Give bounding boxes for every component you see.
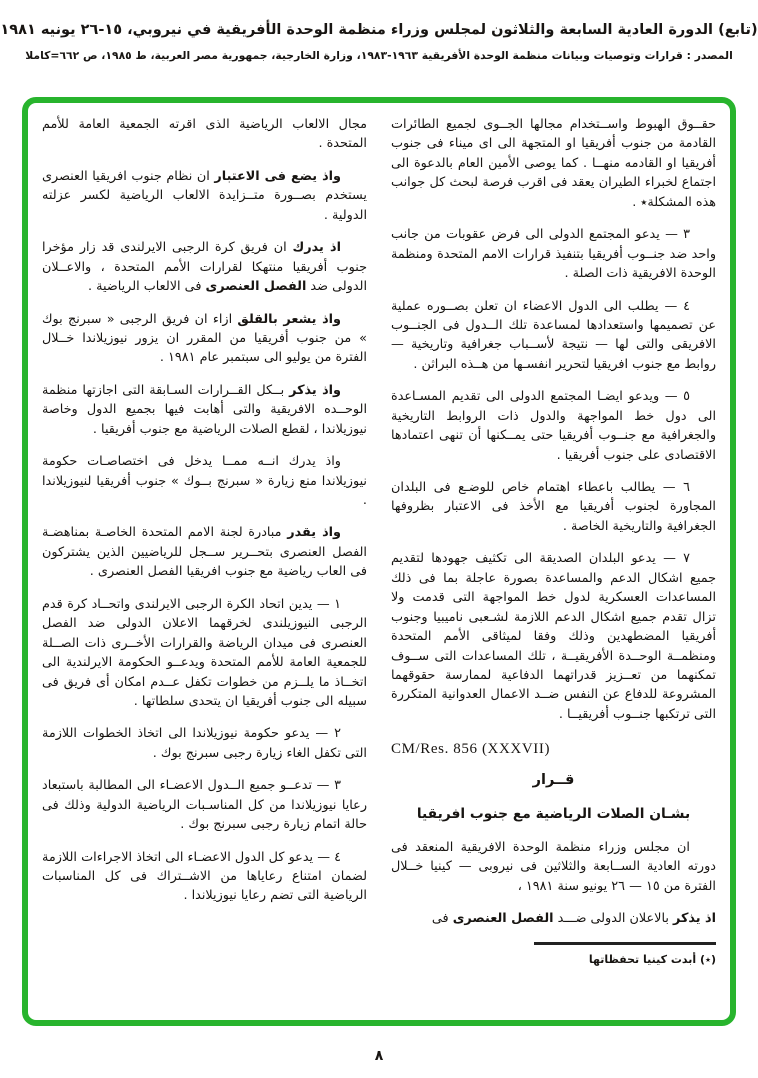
paragraph: واذ يذكر بــكل القــرارات السـابقة التى اجازتها منظمة الوحــده الافريقية والتى أهابت فيها بجميع الدول وخاصة نيوزيلاندا ، لقطع الصلات الرياضية مع جنوب أفريقيا .	[42, 382, 367, 437]
source-line: المصدر : قرارات وتوصيات وبيانات منظمة الوحدة الأفريقية ١٩٦٣-١٩٨٣، وزارة الخارجية، جمهورية مصر العربية، ط ١٩٨٥، ص ٦٦٢=كاملا	[25, 49, 733, 62]
paragraph: ١ — يدين اتحاد الكرة الرجبى الايرلندى واتحــاد كرة قدم الرجبى النيوزيلندى لخرقهما الاعلان الدولى ضد الفصل العنصرى فى ميدان الرياضة والقرارات الأخــرى ذات الصــلة للجمعية العامة للأمم المتحدة ويدعــو الحكومة الايرلندية الى اتخــاذ ما يلــزم من خطوات تكفل عــدم امكان أى فريق فى سبيله الى جنوب أفريقيا ان يتحدى سلطاتها .	[42, 596, 367, 709]
column-right	[391, 115, 716, 1010]
paragraph: واذ يضع فى الاعتبار ان نظام جنوب افريقيا العنصرى يستخدم بصــورة متــزايدة الالعاب الرياضية لكسر عزلته الدولية .	[42, 168, 367, 223]
paragraph: واذ يقدر مبادرة لجنة الامم المتحدة الخاصـة بمناهضـة الفصل العنصرى بتحــرير ســجل للرياضيين الذين يشتركون فى العاب رياضية مع جنوب افريقيا الفصل العنصرى .	[42, 525, 367, 580]
paragraph: ٢ — يدعو حكومة نيوزيلاندا الى اتخاذ الخطوات اللازمة التى تكفل الغاء زيارة رجبى سبرنج بوك .	[42, 726, 367, 761]
green-highlight-frame	[22, 97, 736, 1026]
resolution-subheading: بشـان الصلات الرياضية مع جنوب افريقيا	[416, 806, 691, 823]
paragraph: ان مجلس وزراء منظمة الوحدة الافريقية المنعقد فى دورته العادية الســابعة والثلاثين فى نيروبى — كينيا خــلال الفترة من ١٥ — ٢٦ يونيو سنة ١٩٨١ ،	[391, 840, 716, 894]
paragraph: ٣ — يدعو المجتمع الدولى الى فرض عقوبات من جانب واحد ضد جنــوب أفريقيا بتنفيذ قرارات الامم المتحدة ومنظمة الوحدة الافريقية ذات الصلة .	[391, 227, 716, 282]
paragraph: واذ يدرك انــه ممــا يدخل فى اختصاصـات حكومة نيوزيلاندا منع زيارة « سبرنج بــوك » جنوب أفريقيا لنيوزيلاندا .	[42, 454, 367, 508]
paragraph: واذ يشعر بالقلق ازاء ان فريق الرجبى « سبرنج بوك » من جنوب أفريقيا من المقرر ان يزور نيوزيلاندا خــلال الفترة من يوليو الى سبتمبر عام ١٩٨١ .	[42, 311, 367, 366]
paragraph: ٥ — ويدعو ايضـا المجتمع الدولى الى تقديم المسـاعدة الى دول خط المواجهة والدول ذات الروابط التاريخية والجغرافية مع جنــوب أفريقيا حتى يمــكنها أن تنهى اعتمادها الاقتصادى على جنوب أفريقيا .	[391, 389, 716, 463]
footnote-separator	[534, 942, 716, 945]
paragraph: ٤ — يطلب الى الدول الاعضاء ان تعلن بصــوره عملية عن تصميمها واستعدادها لمساعدة تلك الــدول فى الجنــوب الافريقى والتى لها — نتيجة لأســباب جغرافية وتاريخية — روابط مع جنوب افريقيا لتحرير انفسـها من هــذه البراثن .	[391, 298, 716, 372]
paragraph: ٣ — تدعــو جميع الــدول الاعضـاء الى المطالبة باستبعاد رعايا نيوزيلاندا من كل المناسـبات الرياضية الدولية وذلك فى حالة اتمام زيارة رجبى سبرنج بوك .	[42, 778, 367, 833]
paragraph: حقــوق الهبوط واســتخدام مجالها الجــوى لجميع الطائرات القادمة من جنوب أفريقيا او المتجهة الى اى ميناء فى جنوب أفريقيا او القادمه منهــا . كما يوصى الأمين العام بالدعوة الى اجتماع لخبراء الطيران يعقد فى اقرب فرصة لبحث كل جوانب هذه المشكلة٭ .	[391, 117, 716, 210]
paragraph: اذ يذكر بالاعلان الدولى ضـــد الفصل العنصرى فى	[431, 911, 716, 927]
two-column-body	[28, 103, 730, 1020]
paragraph: ٦ — يطالب باعطاء اهتمام خاص للوضـع فى البلدان المجاورة لجنوب أفريقيا مع الأخذ فى الاعتبار بظروفها الجغرافية والتاريخية الخاصة .	[391, 480, 716, 534]
session-title: (تابع) الدورة العادية السابعة والثلاثون لمجلس وزراء منظمة الوحدة الأفريقية في نيروبي، ١٥-٢٦ يونيه ١٩٨١	[0, 22, 758, 38]
paragraph: اذ يدرك ان فريق كرة الرجبى الايرلندى قد زار مؤخرا جنوب أفريقيا منتهكا لقرارات الأمم المتحدة ، والاعــلان الدولى ضد الفصل العنصرى فى الالعاب الرياضية .	[42, 240, 367, 295]
page-header	[0, 22, 758, 62]
page-number: ٨	[374, 1048, 384, 1064]
paragraph: ٤ — يدعو كل الدول الاعضـاء الى اتخاذ الاجراءات اللازمة لضمان امتناع رعاياها من الاشــتراك فى كل المناسبات الرياضية التى تضم رعايا نيوزيلاندا .	[42, 849, 367, 904]
column-left	[42, 115, 367, 1010]
paragraph: مجال الالعاب الرياضية الذى اقرته الجمعية العامة للأمم المتحدة .	[42, 117, 367, 152]
footnote: (٭) أبدت كينيا تحفظاتها	[588, 952, 716, 966]
paragraph: ٧ — يدعو البلدان الصديقة الى تكثيف جهودها لتقديم جميع اشكال الدعم والمساعدة بصورة عاجلة بما فى ذلك المساعدات العسكرية لدول خط المواجهة التى قدمت ولا تزال تقدم جميع اشكال الدعم اللازمة لشـعبى ناميبيا وجنوب أفريقيا المضطهدين وذلك وفقا لميثاقى الأمم المتحدة ومنظمــة الوحــدة الأفريقيــة ، تلك المساعدات التى ســوف تمكنهما من تعــزيز قدراتهما الدفاعية لممارسة حقوقهما المشروعة للدفاع عن النفس ضــد الاعمال العدوانية المتكررة التى ترتكبها جنــوب أفريقيــا .	[391, 551, 716, 722]
resolution-reference: CM/Res. 856 (XXXVII)	[391, 741, 551, 758]
resolution-heading: قــرار	[532, 772, 575, 789]
